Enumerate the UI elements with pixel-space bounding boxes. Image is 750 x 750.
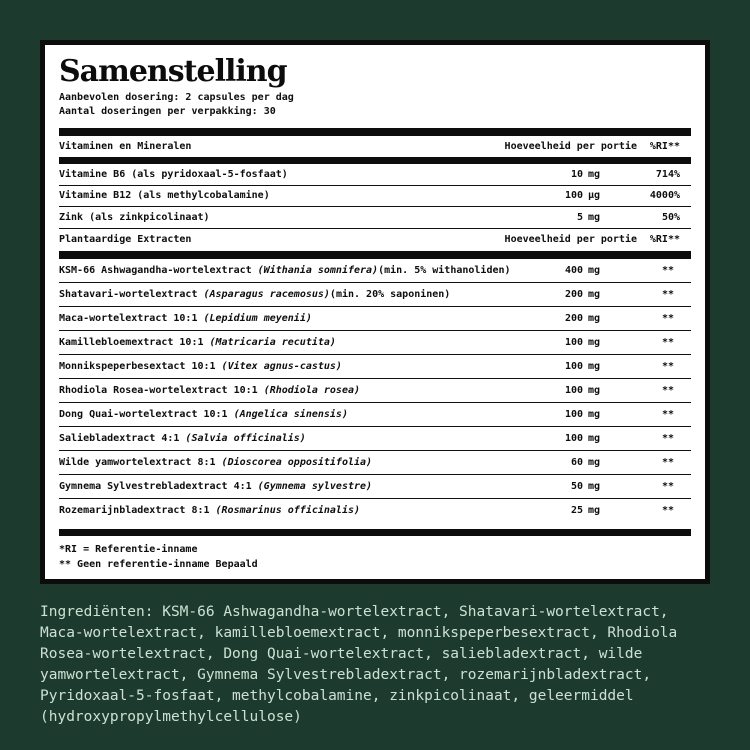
amount-cell	[500, 337, 640, 348]
amount-value: 200	[564, 288, 583, 300]
ingredient-name: Shatavari-wortelextract (Asparagus racemosus)(min. 20% saponinen)	[59, 288, 451, 300]
ingredient-name: Wilde yamwortelextract 8:1 (Dioscorea oppositifolia)	[59, 456, 373, 468]
ri-value: 50%	[661, 211, 680, 223]
amount-unit: mg	[588, 408, 601, 420]
amount-unit: mg	[588, 505, 601, 516]
latin-name: (Asparagus racemosus)	[203, 288, 330, 300]
ri-value: **	[661, 384, 674, 396]
ingredient-suffix: (min. 20% saponinen)	[329, 288, 451, 300]
table-row	[59, 403, 691, 427]
amount-value: 200	[564, 312, 583, 324]
amount-value: 50	[570, 480, 583, 492]
footnote-no-ri: ** Geen referentie-inname Bepaald	[59, 558, 258, 570]
amount-column-header: Hoeveelheid per portie	[504, 234, 637, 245]
amount-column-header: Hoeveelheid per portie	[504, 141, 637, 152]
table-row	[59, 307, 691, 331]
amount-value: 100	[564, 384, 583, 396]
ingredient-name: Kamillebloemextract 10:1 (Matricaria recutita)	[59, 336, 336, 348]
table-row	[59, 283, 691, 307]
ri-value: **	[661, 432, 674, 444]
ingredient-name: Rozemarijnbladextract 8:1 (Rosmarinus officinalis)	[59, 505, 361, 516]
amount-unit: mg	[588, 480, 601, 492]
vitamins-section-header: Vitaminen en Mineralen	[59, 141, 192, 152]
ingredient-name: Vitamine B6 (als pyridoxaal-5-fosfaat)	[59, 168, 288, 180]
ingredient-name: Dong Quai-wortelextract 10:1 (Angelica sinensis)	[59, 408, 348, 420]
vitamins-rows	[59, 164, 691, 229]
table-row	[59, 259, 691, 283]
table-row	[59, 427, 691, 451]
latin-name: (Rhodiola rosea)	[263, 384, 361, 396]
ri-value: **	[661, 480, 674, 492]
amount-value: 100	[564, 190, 583, 202]
divider-bar	[59, 529, 691, 536]
amount-value: 400	[564, 264, 583, 276]
vitamins-header-row	[59, 136, 691, 157]
latin-name: (Rosmarinus officinalis)	[215, 505, 361, 516]
amount-unit: mg	[588, 336, 601, 348]
amount-value: 25	[570, 505, 583, 516]
ri-value: **	[661, 312, 674, 324]
ri-column-header: %RI**	[649, 141, 680, 152]
amount-cell	[500, 409, 640, 420]
amount-cell	[500, 481, 640, 492]
latin-name: (Salvia officinalis)	[185, 432, 306, 444]
amount-unit: mg	[588, 360, 601, 372]
amount-value: 5	[576, 211, 583, 223]
latin-name: (Matricaria recutita)	[209, 336, 336, 348]
ingredient-suffix: (min. 5% withanoliden)	[378, 264, 511, 276]
latin-name: (Withania somnifera)	[257, 264, 379, 276]
table-row	[59, 379, 691, 403]
ingredient-name: Rhodiola Rosea-wortelextract 10:1 (Rhodiola rosea)	[59, 384, 361, 396]
table-row	[59, 186, 691, 208]
ri-value: **	[661, 505, 674, 516]
table-row	[59, 475, 691, 499]
table-row	[59, 207, 691, 229]
footnote-ri: *RI = Referentie-inname	[59, 543, 198, 555]
ingredient-name: Zink (als zinkpicolinaat)	[59, 211, 210, 223]
ri-value: **	[661, 264, 674, 276]
divider-bar	[59, 251, 691, 259]
amount-unit: mg	[588, 288, 601, 300]
amount-value: 100	[564, 360, 583, 372]
amount-unit: mg	[588, 432, 601, 444]
amount-cell	[500, 457, 640, 468]
divider-bar	[59, 157, 691, 164]
amount-unit: mg	[588, 264, 601, 276]
ri-value: **	[661, 288, 674, 300]
ingredient-name: Monnikspeperbesextact 10:1 (Vitex agnus-castus)	[59, 360, 342, 372]
servings-per-pack-text: Aantal doseringen per verpakking: 30	[59, 106, 276, 117]
latin-name: (Lepidium meyenii)	[203, 312, 312, 324]
latin-name: (Angelica sinensis)	[233, 408, 348, 420]
ingredient-name: Maca-wortelextract 10:1 (Lepidium meyenii)	[59, 312, 312, 324]
amount-unit: mg	[588, 312, 601, 324]
extracts-header-row	[59, 229, 691, 251]
table-row	[59, 331, 691, 355]
amount-value: 100	[564, 408, 583, 420]
extracts-section-header: Plantaardige Extracten	[59, 234, 192, 245]
latin-name: (Gymnema sylvestre)	[257, 480, 373, 492]
amount-value: 100	[564, 432, 583, 444]
table-row	[59, 451, 691, 475]
ri-value: **	[661, 360, 674, 372]
amount-cell	[500, 433, 640, 444]
ingredient-name: KSM-66 Ashwagandha-wortelextract (Withania somnifera)(min. 5% withanoliden)	[59, 264, 511, 276]
ri-value: 4000%	[649, 190, 680, 202]
ri-value: 714%	[655, 168, 680, 180]
amount-cell	[500, 289, 640, 300]
amount-cell	[500, 212, 640, 223]
amount-cell	[500, 313, 640, 324]
ri-value: **	[661, 336, 674, 348]
ri-value: **	[661, 408, 674, 420]
amount-unit: mg	[588, 168, 601, 180]
amount-value: 10	[570, 168, 583, 180]
ri-column-header: %RI**	[649, 234, 680, 245]
latin-name: (Dioscorea oppositifolia)	[221, 456, 373, 468]
amount-unit: µg	[588, 190, 601, 202]
amount-unit: mg	[588, 211, 601, 223]
amount-cell	[500, 505, 640, 516]
ingredient-name: Gymnema Sylvestrebladextract 4:1 (Gymnema sylvestre)	[59, 480, 373, 492]
composition-label-card	[40, 40, 710, 584]
amount-unit: mg	[588, 384, 601, 396]
ingredient-name: Saliebladextract 4:1 (Salvia officinalis)	[59, 432, 306, 444]
divider-bar	[59, 128, 691, 136]
amount-cell	[500, 265, 640, 276]
amount-cell	[500, 169, 640, 180]
footnotes	[59, 542, 691, 572]
amount-cell	[500, 190, 640, 201]
table-row	[59, 355, 691, 379]
dosage-info	[59, 91, 691, 119]
amount-cell	[500, 361, 640, 372]
table-row	[59, 499, 691, 523]
amount-cell	[500, 385, 640, 396]
extracts-rows	[59, 259, 691, 529]
label-title: Samenstelling	[59, 54, 287, 89]
amount-value: 60	[570, 456, 583, 468]
recommended-dose-text: Aanbevolen dosering: 2 capsules per dag	[59, 92, 294, 103]
ingredients-paragraph: Ingrediënten: KSM-66 Ashwagandha-wortelextract, Shatavari-wortelextract, Maca-wortelextract, kamillebloemextract, monnikspeperbesextract, Rhodiola Rosea-wortelextract, Dong Quai-wortelextract, saliebladextract, wilde yamwortelextract, Gymnema Sylvestrebladextract, rozemarijnbladextract, Pyridoxaal-5-fosfaat, methylcobalamine, zinkpicolinaat, geleermiddel (hydroxypropylmethylcellulose)	[40, 604, 678, 725]
latin-name: (Vitex agnus-castus)	[221, 360, 342, 372]
ri-value: **	[661, 456, 674, 468]
ingredient-name: Vitamine B12 (als methylcobalamine)	[59, 190, 270, 202]
amount-unit: mg	[588, 456, 601, 468]
amount-value: 100	[564, 336, 583, 348]
table-row	[59, 164, 691, 186]
